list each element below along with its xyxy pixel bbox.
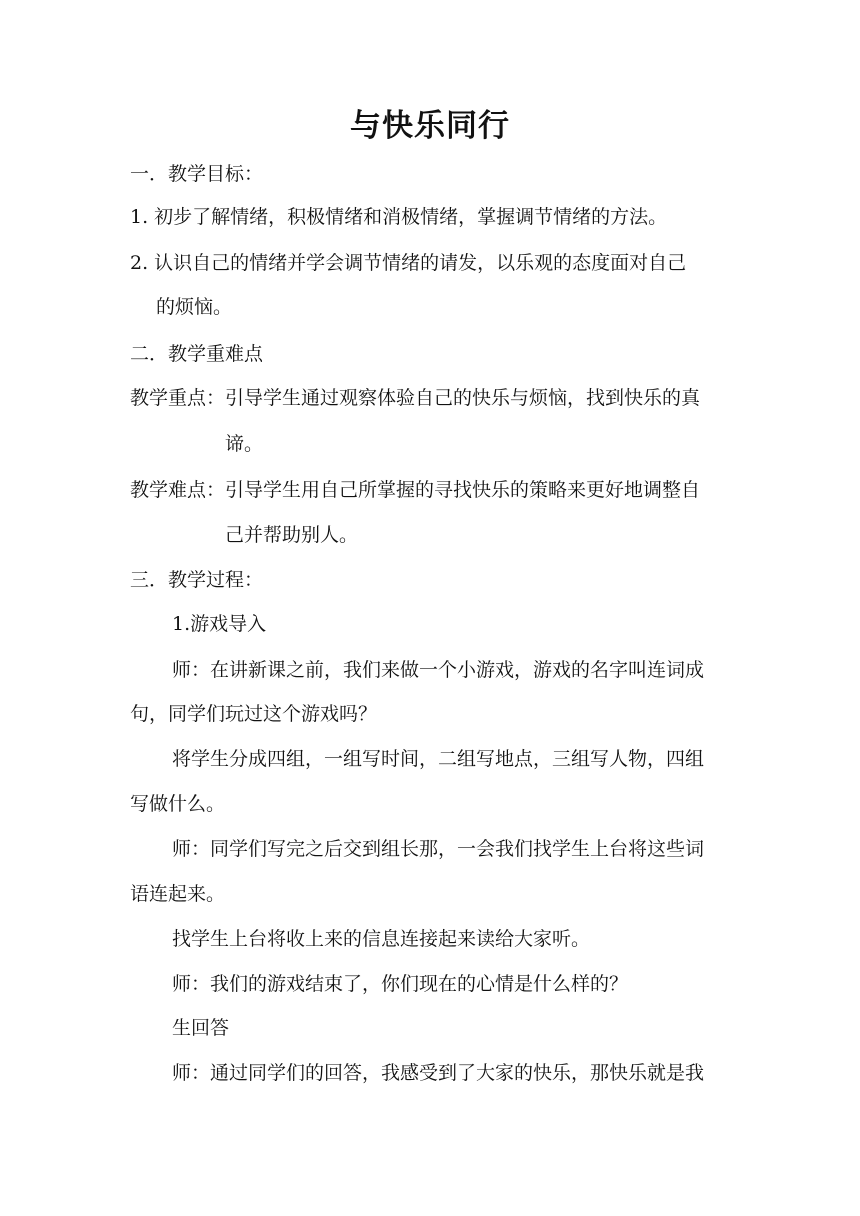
difficulty-line-2: 己并帮助别人。: [225, 524, 359, 546]
objective-1: 1. 初步了解情绪，积极情绪和消极情绪，掌握调节情绪的方法。: [130, 206, 668, 228]
objective-2-line-1: 2. 认识自己的情绪并学会调节情绪的请发，以乐观的态度面对自己: [130, 252, 687, 274]
paragraph-2-line-1: 将学生分成四组，一组写时间，二组写地点，三组写人物，四组: [172, 748, 705, 770]
paragraph-4: 找学生上台将收上来的信息连接起来读给大家听。: [172, 928, 591, 950]
paragraph-3-line-1: 师：同学们写完之后交到组长那，一会我们找学生上台将这些词: [172, 838, 705, 860]
difficulty-line-1: 教学难点：引导学生用自己所掌握的寻找快乐的策略来更好地调整自: [130, 479, 701, 501]
process-heading: 三．教学过程：: [130, 569, 264, 591]
document-title: 与快乐同行: [350, 108, 510, 144]
paragraph-1-line-2: 句，同学们玩过这个游戏吗？: [130, 703, 378, 725]
paragraph-2-line-2: 写做什么。: [130, 793, 226, 815]
step-1-title: 1.游戏导入: [172, 613, 267, 635]
keypoints-heading: 二．教学重难点: [130, 343, 264, 365]
objective-2-line-2: 的烦恼。: [156, 296, 233, 318]
objectives-heading: 一．教学目标：: [130, 163, 264, 185]
paragraph-3-line-2: 语连起来。: [130, 883, 226, 905]
paragraph-7-line-1: 师：通过同学们的回答，我感受到了大家的快乐，那快乐就是我: [172, 1062, 705, 1084]
paragraph-1-line-1: 师：在讲新课之前，我们来做一个小游戏，游戏的名字叫连词成: [172, 659, 705, 681]
keypoint-line-2: 谛。: [225, 433, 264, 455]
paragraph-6: 生回答: [172, 1017, 230, 1039]
paragraph-5: 师：我们的游戏结束了，你们现在的心情是什么样的？: [172, 973, 629, 995]
keypoint-line-1: 教学重点：引导学生通过观察体验自己的快乐与烦恼，找到快乐的真: [130, 387, 701, 409]
